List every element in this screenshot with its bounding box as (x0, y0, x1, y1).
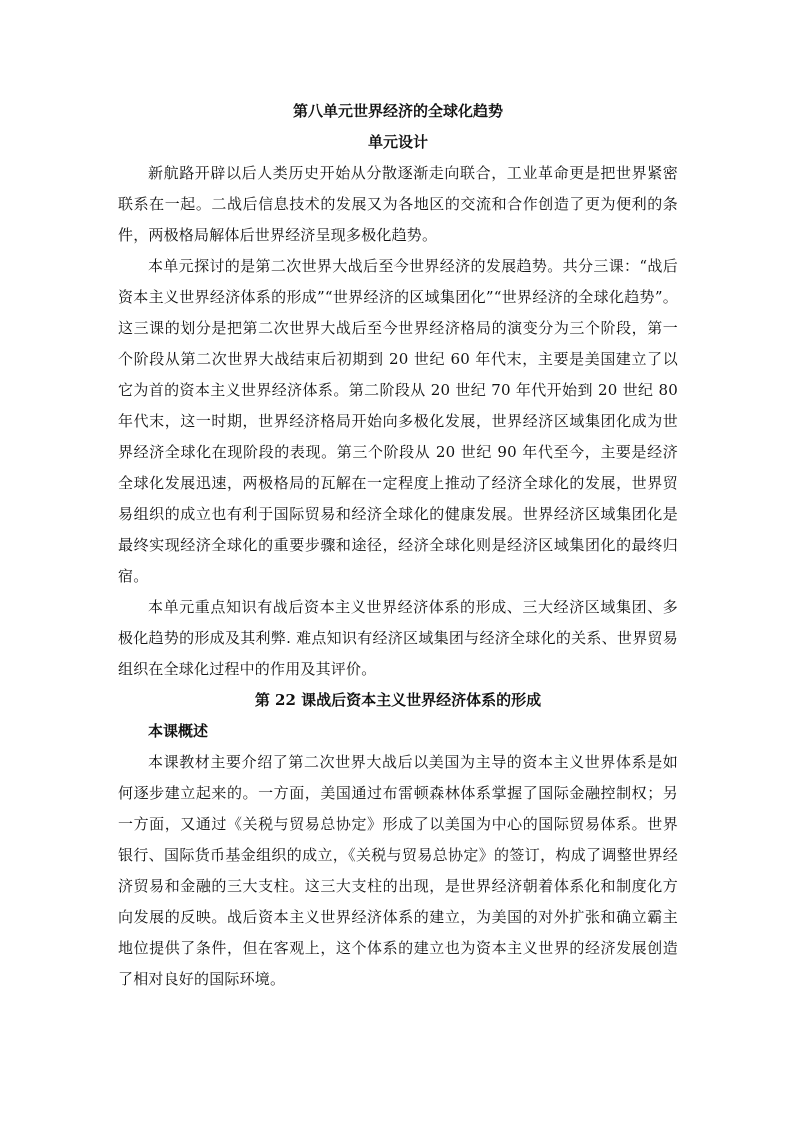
document-page (118, 96, 678, 995)
lesson-title: 第 22 课战后资本主义世界经济体系的形成 (254, 691, 542, 709)
lesson-paragraph-1: 本课教材主要介绍了第二次世界大战后以美国为主导的资本主义世界体系是如何逐步建立起来的。一方面，美国通过布雷顿森林体系掌握了国际金融控制权；另一方面，又通过《关税与贸易总协定》形成了以美国为中心的国际贸易体系。世界银行、国际货币基金组织的成立，《关税与贸易总协定》的签订，构成了调整世界经济贸易和金融的三大支柱。这三大支柱的出现，是世界经济朝着体系化和制度化方向发展的反映。战后资本主义世界经济体系的建立，为美国的对外扩张和确立霸主地位提供了条件，但在客观上，这个体系的建立也为资本主义世界的经济发展创造了相对良好的国际环境。 (118, 753, 678, 988)
unit-paragraph-3: 本单元重点知识有战后资本主义世界经济体系的形成、三大经济区域集团、多极化趋势的形成及其利弊. 难点知识有经济区域集团与经济全球化的关系、世界贸易组织在全球化过程中的作用及其评价。 (118, 598, 678, 678)
overview-heading: 本课概述 (148, 722, 209, 740)
unit-title: 第八单元世界经济的全球化趋势 (292, 102, 503, 120)
section-title: 单元设计 (367, 133, 428, 151)
unit-paragraph-1: 新航路开辟以后人类历史开始从分散逐渐走向联合，工业革命更是把世界紧密联系在一起。二战后信息技术的发展又为各地区的交流和合作创造了更为便利的条件，两极格局解体后世界经济呈现多极化趋势。 (118, 164, 678, 244)
unit-paragraph-2: 本单元探讨的是第二次世界大战后至今世界经济的发展趋势。共分三课：“战后资本主义世界经济体系的形成”“世界经济的区域集团化”“世界经济的全球化趋势”。这三课的划分是把第二次世界大战后至今世界经济格局的演变分为三个阶段，第一个阶段从第二次世界大战结束后初期到 20 世纪 60 年代末，主要是美国建立了以它为首的资本主义世界经济体系。第二阶段从 20 世纪 70 年代开始到 20 世纪 80 年代末，这一时期，世界经济格局开始向多极化发展，世界经济区域集团化成为世界经济全球化在现阶段的表现。第三个阶段从 20 世纪 90 年代至今，主要是经济全球化发展迅速，两极格局的瓦解在一定程度上推动了经济全球化的发展，世界贸易组织的成立也有利于国际贸易和经济全球化的健康发展。世界经济区域集团化是最终实现经济全球化的重要步骤和途径，经济全球化则是经济区域集团化的最终归宿。 (118, 257, 678, 585)
